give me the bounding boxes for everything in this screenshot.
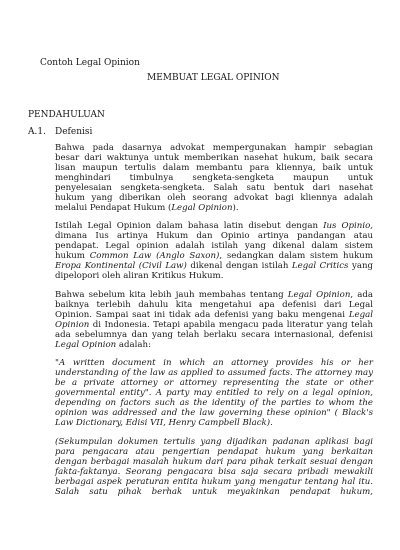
paragraph-line: pendapat. Legal opinion adalah istilah yang dikenal dalam sistem [55,241,373,251]
page-title: MEMBUAT LEGAL OPINION [147,73,280,83]
quote-line: understanding of the law as applied to assumed facts. The attorney may [55,368,373,378]
paragraph-line: Opinion di Indonesia. Tetapi apabila mengacu pada literatur yang telah [55,320,373,330]
paragraph-line: Bahwa pada dasarnya advokat mempergunakan hampir sebagian [55,143,373,153]
quote-line: Law Dictionary, Edisi VII, Henry Campbell Black). [55,418,273,428]
paragraph-line: Eropa Kontinental (Civil Law) dikenal dengan istilah Legal Critics yang [55,261,373,271]
paragraph-line: Legal Opinion adalah: [55,340,151,350]
paragraph-line: dipelopori oleh aliran Kritikus Hukum. [55,271,224,281]
paragraph-line: baiknya terlebih dahulu kita mengetahui apa defenisi dari Legal [55,300,373,310]
paragraph-line: lisan maupun tertulis dalam membantu para kliennya, baik untuk [55,163,373,173]
paragraph-line: Opinion. Sampai saat ini tidak ada defenisi yang baku mengenai Legal [55,310,373,320]
paragraph-line: menghindari timbulnya sengketa-sengketa maupun untuk [55,173,373,183]
translation-line: fakta-faktanya. Seorang pengacara bisa saja secara pribadi mewakili [55,467,373,477]
translation-line: berbagai aspek peraturan entita hukum yang mengatur tentang hal itu. [55,477,373,487]
document-label: Contoh Legal Opinion [40,58,140,68]
translation-line: (Sekumpulan dokumen tertulis yang dijadikan padanan aplikasi bagi [55,437,373,447]
paragraph-line: dimana Ius artinya Hukum dan Opinio artinya pandangan atau [55,231,373,241]
paragraph-line: besar dari waktunya untuk memberikan nasehat hukum, baik secara [55,153,373,163]
quote-line: "A written document in which an attorney provides his or her [55,358,373,368]
translation-line: para pengacara atau pengertian pendapat hukum yang berkaitan [55,447,373,457]
subsection-number: A.1. [28,127,46,137]
quote-line: governmental entity". A party may entitled to rely on a legal opinion, [55,388,373,398]
paragraph-line: hukum Common Law (Anglo Saxon), sedangkan dalam sistem hukum [55,251,373,261]
section-heading: PENDAHULUAN [28,110,105,120]
paragraph-line: penyelesaian sengketa-sengketa. Salah satu bentuk dari nasehat [55,183,373,193]
paragraph-line: melalui Pendapat Hukum (Legal Opinion). [55,203,239,213]
translation-line: dengan berbagai masalah hukum dari para pihak terkait sesuai dengan [55,457,373,467]
quote-line: be a private attorney or attorney representing the state or other [55,378,373,388]
paragraph-line: hukum yang diberikan oleh seorang advokat bagi kliennya adalah [55,193,373,203]
quote-line: opinion was addressed and the law governing these opinion" ( Black's [55,408,373,418]
quote-line: depending on factors such as the identity of the parties to whom the [55,398,373,408]
paragraph-line: Istilah Legal Opinion dalam bahasa latin disebut dengan Ius Opinio, [55,221,373,231]
translation-line: Salah satu pihak berhak untuk meyakinkan pendapat hukum, [55,487,373,497]
subsection-title: Defenisi [55,127,93,137]
paragraph-line: ada sebelumnya dan yang telah berlaku secara internasional, defenisi [55,330,373,340]
paragraph-line: Bahwa sebelum kita lebih jauh membahas tentang Legal Opinion, ada [55,290,373,300]
